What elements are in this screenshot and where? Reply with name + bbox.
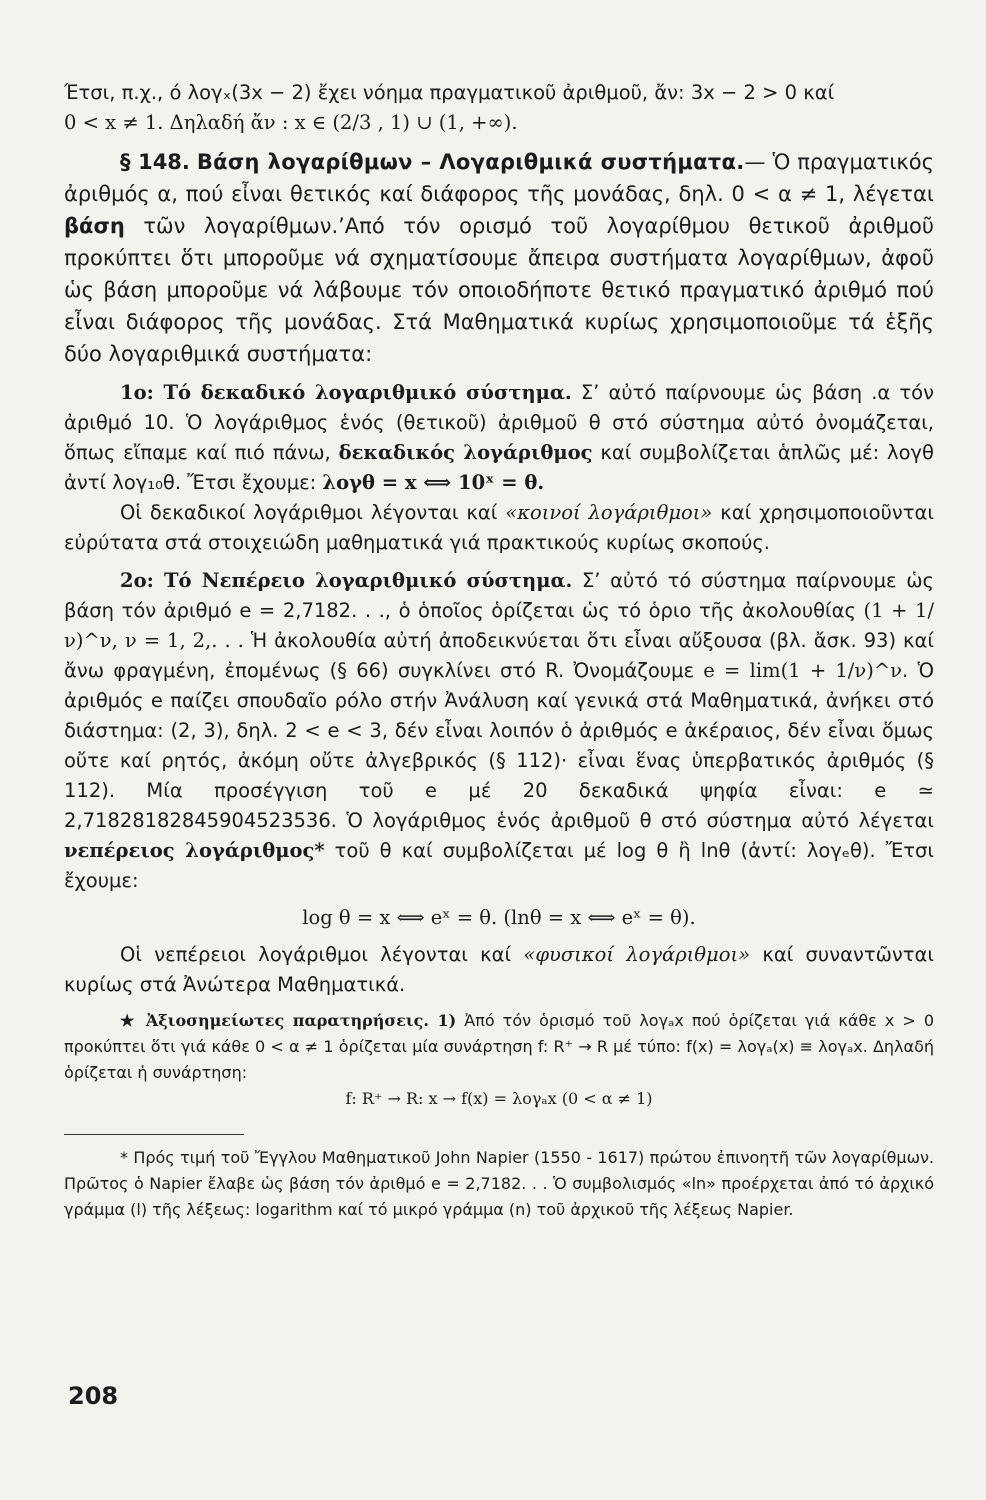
- remarks-text: Ἀπό τόν ὁρισμό τοῦ λογₐx πού ὁρίζεται γιά κάθε x > 0 προκύπτει ὅτι γιά κάθε 0 < α ≠ 1 ὁρίζεται μία συνάρτηση f: R⁺ → R μέ τύπο: f(x) = λογₐ(x) ≡ λογₐx. Δηλαδή ὁρίζεται ἡ συνάρτηση:: [64, 1011, 935, 1082]
- system-2-text-c: . Ὁ ἀριθμός e παίζει σπουδαῖο ρόλο στήν Ἀνάλυση καί γενικά στά Μαθηματικά, ἀνήκει στό διάστημα: (2, 3), δηλ. 2 < e < 3, δέν εἶναι λοιπόν ὁ ἀριθμός e ἀκέραιος, δέν εἶναι ὅμως οὔτε καί ρητός, ἀκόμη οὔτε ἀλγεβρικός (§ 112)· εἶναι ἕνας ὑπερβατικός ἀριθμός (§ 112). Μία προσέγγιση τοῦ e μέ 20 δεκαδικά ψηφία εἶναι: e ≃ 2,71828182845904523536. Ὁ λογάριθμος ἑνός ἀριθμοῦ θ στό σύστημα αὐτό λέγεται: [64, 659, 935, 832]
- system-1-label: 1o: Τό δεκαδικό λογαριθμικό σύστημα.: [120, 381, 572, 404]
- section-text-2: τῶν λογαρίθμων.’Από τόν ορισμό τοῦ λογαρίθμου θετικοῦ ἀριθμοῦ προκύπτει ὅτι μποροῦμε νά σχηματίσουμε ἄπειρα συστήματα λογαρίθμων, ἀφοῦ ὡς βάση μποροῦμε νά λάβουμε τόν οποιοδήποτε θετικό πραγματικό ἀριθμό πού εἶναι διάφορος τῆς μονάδας. Στά Μαθηματικά κυρίως χρησιμοποιοῦμε τά ἑξῆς δύο λογαριθμικά συστήματα:: [64, 214, 934, 366]
- natural-log-formula: log θ = x ⟺ eˣ = θ. (lnθ = x ⟺ eˣ = θ).: [302, 906, 696, 929]
- system-2-para2-a: Οἱ νεπέρειοι λογάριθμοι λέγονται καί: [120, 943, 524, 966]
- decimal-log-formula: λογθ = x ⟺ 10ˣ = θ.: [322, 471, 545, 494]
- system-1-text-a: Σ’ αὐτό παίρνουμε ὡς βάση .α τόν ἀριθμό 10. Ὁ λογάριθμος ἑνός (θετικοῦ) ἀριθμοῦ θ στό σύστημα αὐτό ὀνομάζεται, ὅπως εἴπαμε καί πιό πάνω,: [64, 381, 934, 464]
- system-1-paragraph: [64, 378, 934, 498]
- system-2-paragraph: [64, 566, 934, 896]
- natural-logs-term: «φυσικοί λογάριθμοι»: [523, 943, 751, 966]
- system-2-label: 2o: Τό Νεπέρειο λογαριθμικό σύστημα.: [120, 569, 573, 592]
- common-logs-term: «κοινοί λογάριθμοι»: [505, 501, 713, 524]
- system-1-para2-b: καί χρησιμοποιοῦνται εὐρύτατα στά στοιχειώδη μαθηματικά γιά πρακτικούς κυρίως σκοπούς.: [64, 501, 934, 554]
- system-2-paragraph-2: [64, 940, 934, 1000]
- intro-line-2: 0 < x ≠ 1. Δηλαδή ἄν : x ∈ (2/3 , 1) ∪ (1, +∞).: [64, 111, 518, 134]
- section-title: Βάση λογαρίθμων – Λογαριθμικά συστήματα.: [196, 150, 745, 174]
- footnote: * Πρός τιμή τοῦ Ἔγγλου Μαθηματικοῦ John Napier (1550 - 1617) πρώτου ἐπινοητῆ τῶν λογαρίθμων. Πρῶτος ὁ Napier ἔλαβε ὡς βάση τόν ἀριθμό e = 2,7182. . . Ὁ συμβολισμός «ln» προέρχεται ἀπό τό ἀρχικό γράμμα (l) τῆς λέξεως: logarithm καί τό μικρό γράμμα (n) τοῦ ἀρχικοῦ τῆς λέξεως Napier.: [64, 1148, 934, 1219]
- footnote-rule: [64, 1134, 244, 1135]
- term-decimal-log: δεκαδικός λογάριθμος: [338, 441, 593, 464]
- system-2-text-a: Σ’ αὐτό τό σύστημα παίρνουμε ὡς βάση τόν ἀριθμό e = 2,7182. . ., ὁ ὁποῖος ὁρίζεται ὡς τό ὁριο τῆς ἀκολουθίας: [64, 569, 934, 622]
- term-base: βάση: [64, 214, 125, 238]
- limit-formula: e = lim(1 + 1/ν)^ν: [703, 659, 903, 682]
- section-text: — Ὁ πραγματικός ἀριθμός α, πού εἶναι θετικός καί διάφορος τῆς μονάδας, δηλ. 0 < α ≠ 1, λέγεται: [64, 150, 934, 206]
- system-2-text-d: τοῦ θ καί συμβολίζεται μέ log θ ἢ lnθ (ἀντί: λογₑθ). Ἔτσι ἔχουμε:: [64, 839, 935, 892]
- section-number: § 148.: [120, 150, 190, 174]
- system-2-text-b: Ἡ ἀκολουθία αὐτή ἀποδεικνύεται ὅτι εἶναι αὔξουσα (βλ. ἄσκ. 93) καί ἄνω φραγμένη, ἐπομένως (§ 66) συγκλίνει στό R. Ὀνομάζουμε: [64, 629, 934, 682]
- intro-line-1: Έτσι, π.χ., ό λογₓ(3x − 2) ἔχει νόημα πραγματικοῦ ἀριθμοῦ, ἄν: 3x − 2 > 0 καί: [64, 81, 835, 104]
- system-1-text-b: καί συμβολίζεται ἁπλῶς μέ: λογθ ἀντί λογ₁₀θ. Ἔτσι ἔχουμε:: [64, 441, 934, 494]
- system-1-para2-a: Οἱ δεκαδικοί λογάριθμοι λέγονται καί: [120, 501, 506, 524]
- system-2-para2-b: καί συναντῶνται κυρίως στά Ἀνώτερα Μαθηματικά.: [64, 943, 934, 996]
- section-148: [64, 146, 934, 370]
- system-1-paragraph-2: [64, 498, 934, 558]
- page-body: [64, 78, 934, 1223]
- remarks-paragraph: [64, 1008, 934, 1086]
- page-number: 208: [68, 1382, 119, 1410]
- sequence-formula: (1 + 1/ν)^ν, ν = 1, 2,. . .: [64, 599, 935, 652]
- term-napier-log: νεπέρειος λογάριθμος*: [64, 839, 325, 862]
- remarks-label: ★ Ἀξιοσημείωτες παρατηρήσεις. 1): [120, 1011, 457, 1030]
- remarks-formula: f: R⁺ → R: x → f(x) = λογₐx (0 < α ≠ 1): [345, 1089, 653, 1108]
